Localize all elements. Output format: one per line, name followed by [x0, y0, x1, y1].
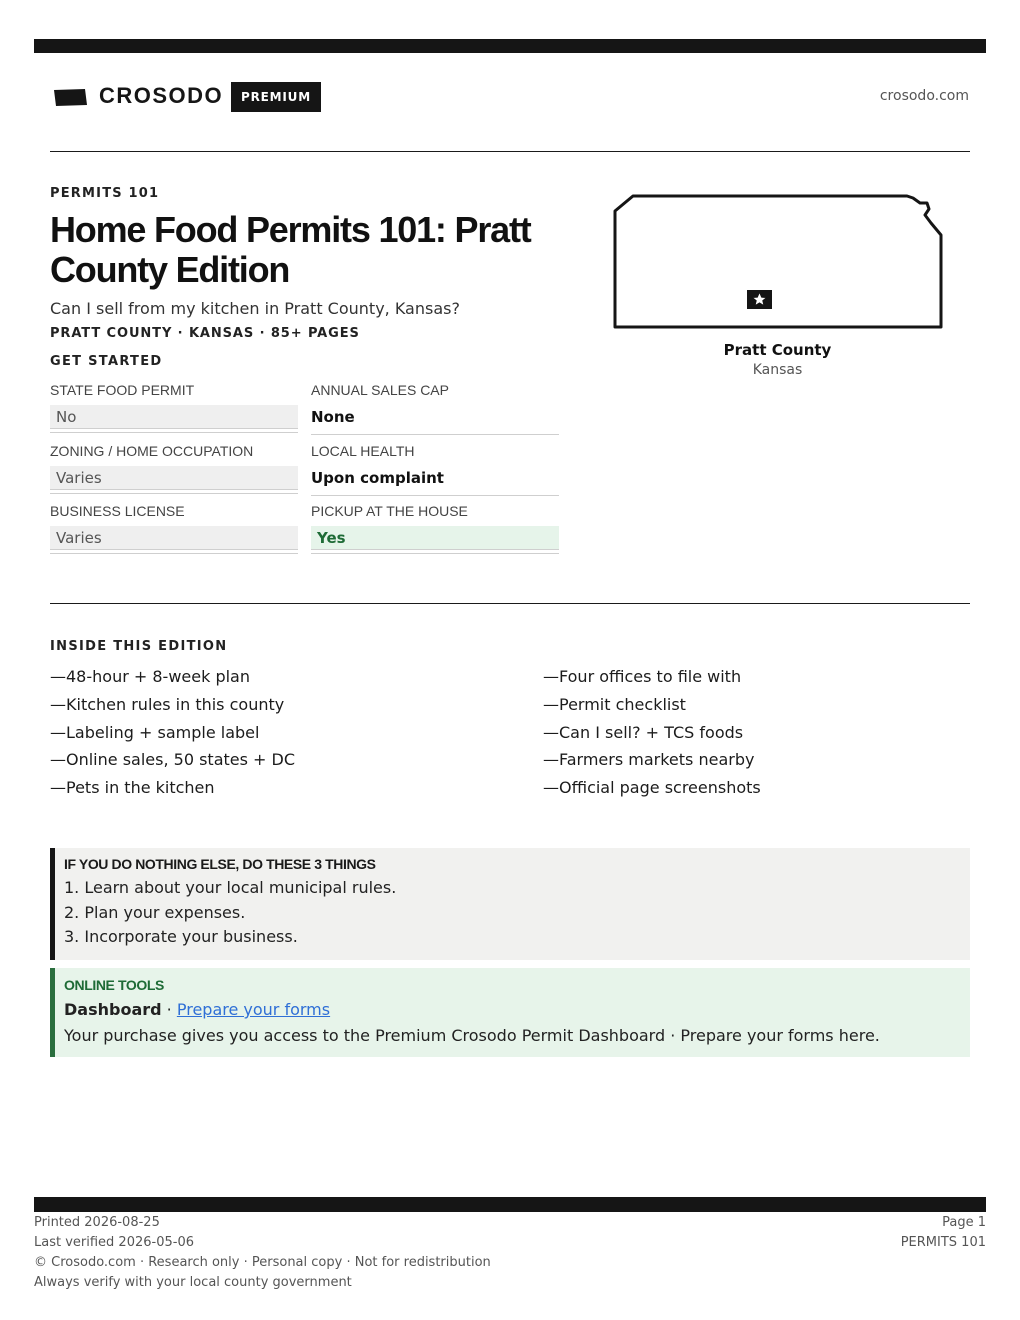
edition-meta: PRATT COUNTY · KANSAS · 85+ PAGES [50, 326, 360, 341]
list-item: —Four offices to file with [543, 667, 742, 686]
footer-section: PERMITS 101 [900, 1235, 986, 1250]
step-item: 3. Incorporate your business. [64, 927, 298, 946]
inside-heading: INSIDE THIS EDITION [50, 639, 228, 654]
map-state-label: Kansas [752, 362, 803, 378]
fact-label: PICKUP AT THE HOUSE [311, 503, 468, 519]
copyright-notice: © Crosodo.com · Research only · Personal copy · Not for redistribution [34, 1255, 491, 1270]
contents-list-right [543, 666, 761, 805]
get-started-heading: GET STARTED [50, 354, 163, 369]
separator: · [161, 1000, 177, 1019]
header-divider [50, 151, 970, 152]
fact-value: Yes [311, 526, 559, 550]
fact-label: ZONING / HOME OCCUPATION [50, 443, 254, 459]
kansas-outline-icon [615, 196, 941, 327]
map-county-label: Pratt County [723, 341, 832, 359]
step-item: 2. Plan your expenses. [64, 902, 246, 922]
contents-list-left [50, 666, 295, 805]
list-item: —Farmers markets nearby [543, 750, 755, 770]
fact-local-health [311, 443, 559, 496]
footer-bar [34, 1197, 986, 1212]
fact-business-license [50, 503, 298, 554]
list-item: —48-hour + 8-week plan [50, 667, 250, 686]
verify-notice: Always verify with your local county government [34, 1275, 352, 1290]
dashboard-line [64, 997, 970, 1023]
dashboard-description: Your purchase gives you access to the Premium Crosodo Permit Dashboard · Prepare your forms here. [64, 1026, 880, 1045]
fact-pickup [311, 503, 559, 554]
fact-annual-sales-cap [311, 382, 559, 435]
premium-badge: PREMIUM [231, 82, 321, 112]
list-item: —Can I sell? + TCS foods [543, 722, 744, 742]
fact-state-food-permit [50, 382, 298, 433]
callout-heading: ONLINE TOOLS [64, 977, 164, 993]
section-divider [50, 603, 970, 604]
page-subtitle: Can I sell from my kitchen in Pratt County, Kansas? [50, 299, 460, 318]
printed-date: Printed 2026-08-25 [34, 1215, 160, 1230]
step-item: 1. Learn about your local municipal rules. [64, 878, 397, 897]
list-item: —Online sales, 50 states + DC [50, 750, 296, 770]
brand-name: CROSODO [99, 83, 224, 108]
callout-heading: IF YOU DO NOTHING ELSE, DO THESE 3 THINGS [64, 856, 376, 872]
fact-value: Varies [50, 466, 298, 490]
list-item: —Pets in the kitchen [50, 778, 215, 798]
page-title: Home Food Permits 101: Pratt County Edition [50, 209, 531, 290]
fact-label: STATE FOOD PERMIT [50, 382, 195, 398]
list-item: —Labeling + sample label [50, 722, 260, 742]
section-eyebrow: PERMITS 101 [50, 186, 160, 201]
dashboard-label: Dashboard [64, 1000, 162, 1019]
page-header [50, 82, 970, 114]
site-url[interactable]: crosodo.com [879, 88, 969, 104]
list-item: —Official page screenshots [543, 778, 761, 798]
do-these-callout [50, 848, 970, 960]
page-number: Page 1 [942, 1215, 986, 1230]
fact-zoning [50, 443, 298, 494]
list-item: —Permit checklist [543, 694, 686, 714]
kansas-map [611, 193, 944, 331]
fact-label: LOCAL HEALTH [311, 443, 415, 459]
prepare-forms-link[interactable]: Prepare your forms [176, 1000, 331, 1019]
fact-value: None [311, 408, 355, 426]
footer-left [34, 1213, 491, 1293]
footer-right [901, 1213, 986, 1253]
crosodo-logo-icon [54, 89, 87, 106]
top-bar [34, 39, 986, 53]
fact-value: Varies [50, 526, 298, 550]
online-tools-callout [50, 968, 970, 1057]
fact-label: ANNUAL SALES CAP [311, 382, 449, 398]
list-item: —Kitchen rules in this county [50, 694, 285, 714]
fact-label: BUSINESS LICENSE [50, 503, 185, 519]
verified-date: Last verified 2026-05-06 [34, 1235, 194, 1250]
fact-value: Upon complaint [311, 469, 444, 487]
fact-value: No [50, 405, 298, 429]
